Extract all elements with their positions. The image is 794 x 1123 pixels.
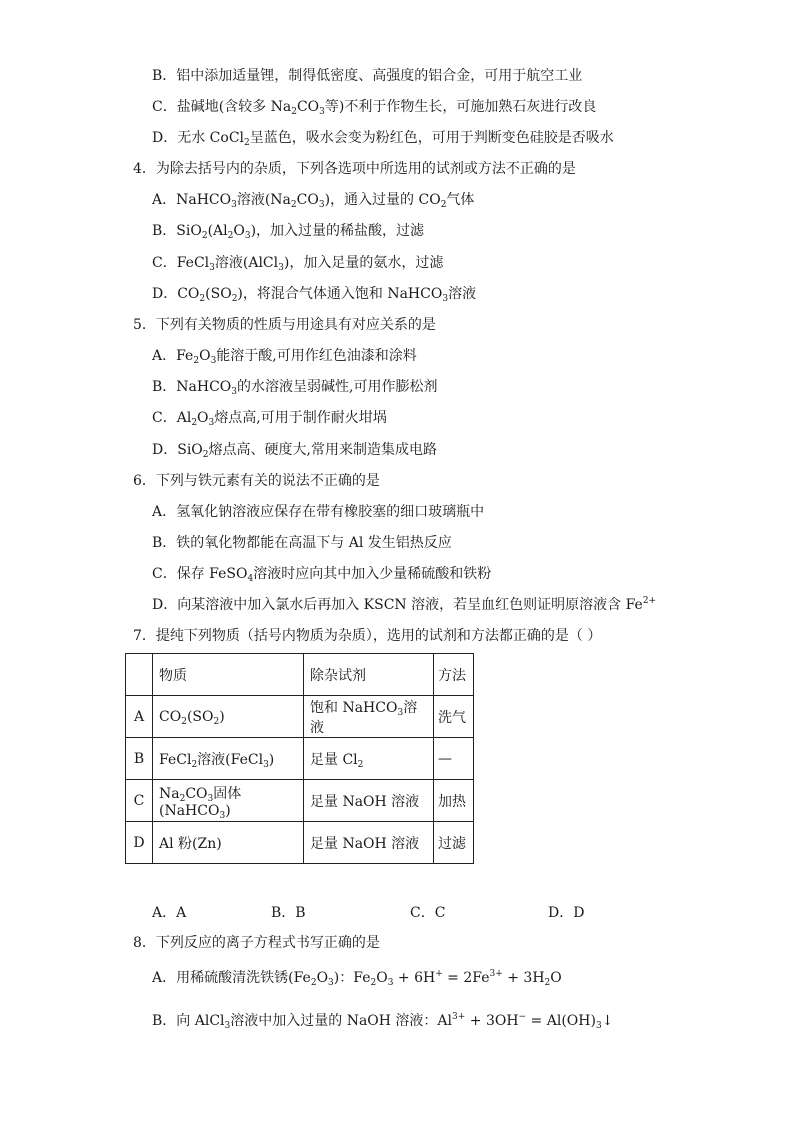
table-row [126, 822, 474, 864]
reagent-cell: 足量 $Cl_2$ [304, 738, 434, 780]
row-label: C [126, 780, 153, 822]
q6-option-a: A．氢氧化钠溶液应保存在带有橡胶塞的细口玻璃瓶中 [152, 504, 485, 520]
table-header-cell [126, 654, 153, 696]
row-label: D [126, 822, 153, 864]
table-row [126, 696, 474, 738]
reagent-cell: 足量 NaOH 溶液 [304, 780, 434, 822]
q6-option-d: D．向某溶液中加入氯水后再加入 KSCN 溶液，若呈血红色则证明原溶液含 $Fe^{2+}$ [152, 596, 657, 613]
q7-answer-c: C．C [410, 905, 446, 921]
q5-option-a: A．$Fe_2O_3$能溶于酸,可用作红色油漆和涂料 [152, 348, 417, 366]
q8-stem: 8．下列反应的离子方程式书写正确的是 [133, 935, 380, 951]
q6-option-c: C．保存 FeSO$_4$溶液时应向其中加入少量稀硫酸和铁粉 [152, 566, 492, 584]
method-cell: — [434, 738, 474, 780]
table-row [126, 780, 474, 822]
q7-answer-a: A．A [152, 905, 187, 921]
q5-stem: 5．下列有关物质的性质与用途具有对应关系的是 [133, 317, 436, 333]
substance-cell: $CO_2(SO_2)$ [153, 696, 304, 738]
q4-option-d: D．$CO_2(SO_2)$，将混合气体通入饱和 NaHCO$_3$溶液 [152, 286, 477, 304]
q4-option-a: A．NaHCO$_3$溶液$(Na_2CO_3)$，通入过量的 $CO_2$气体 [152, 192, 475, 210]
q8-option-b: B．向 AlCl$_3$溶液中加入过量的 NaOH 溶液：$Al^{3+} + 3OH^-$ = $Al(OH)_3↓$ [152, 1012, 614, 1031]
q4-stem: 4．为除去括号内的杂质，下列各选项中所选用的试剂或方法不正确的是 [133, 161, 576, 177]
q4-option-b: B．$SiO_2(Al_2O_3)$，加入过量的稀盐酸，过滤 [152, 223, 425, 241]
row-label: B [126, 738, 153, 780]
method-cell: 过滤 [434, 822, 474, 864]
method-cell: 洗气 [434, 696, 474, 738]
table-header-cell: 方法 [434, 654, 474, 696]
q5-option-c: C．$Al_2O_3$熔点高,可用于制作耐火坩埚 [152, 410, 387, 428]
q7-answer-d: D．D [548, 905, 585, 921]
table-row [126, 738, 474, 780]
q3-option-c: C．盐碱地(含较多 $Na_2CO_3$等)不利于作物生长，可施加熟石灰进行改良 [152, 99, 597, 117]
q7-answer-b: B．B [271, 905, 306, 921]
q5-option-b: B．NaHCO$_3$的水溶液呈弱碱性,可用作膨松剂 [152, 379, 438, 397]
substance-cell: FeCl$_2$溶液(FeCl$_3$) [153, 738, 304, 780]
q5-option-d: D．SiO$_2$熔点高、硬度大,常用来制造集成电路 [152, 442, 437, 460]
table-header-cell: 除杂试剂 [304, 654, 434, 696]
q7-table [125, 653, 474, 864]
reagent-cell: 足量 NaOH 溶液 [304, 822, 434, 864]
substance-cell: $Na_2CO_3$固体(NaHCO$_3$) [153, 780, 304, 822]
q6-option-b: B．铁的氧化物都能在高温下与 Al 发生铝热反应 [152, 535, 452, 551]
row-label: A [126, 696, 153, 738]
table-header-row [126, 654, 474, 696]
q4-option-c: C．FeCl$_3$溶液(AlCl$_3$)，加入足量的氨水，过滤 [152, 255, 444, 273]
q6-stem: 6．下列与铁元素有关的说法不正确的是 [133, 473, 380, 489]
q3-option-d: D．无水 CoCl$_2$呈蓝色，吸水会变为粉红色，可用于判断变色硅胶是否吸水 [152, 130, 614, 148]
q8-option-a: A．用稀硫酸清洗铁锈$(Fe_2O_3)$：$Fe_2O_3 + 6H^+ = 2Fe^{3+} + 3H_2O$ [152, 969, 562, 988]
reagent-cell: 饱和 NaHCO$_3$溶液 [304, 696, 434, 738]
q3-option-b: B．铝中添加适量锂，制得低密度、高强度的铝合金，可用于航空工业 [152, 68, 583, 84]
table-header-cell: 物质 [153, 654, 304, 696]
substance-cell: Al 粉(Zn) [153, 822, 304, 864]
q7-stem: 7．提纯下列物质（括号内物质为杂质），选用的试剂和方法都正确的是（ ） [133, 628, 602, 644]
method-cell: 加热 [434, 780, 474, 822]
